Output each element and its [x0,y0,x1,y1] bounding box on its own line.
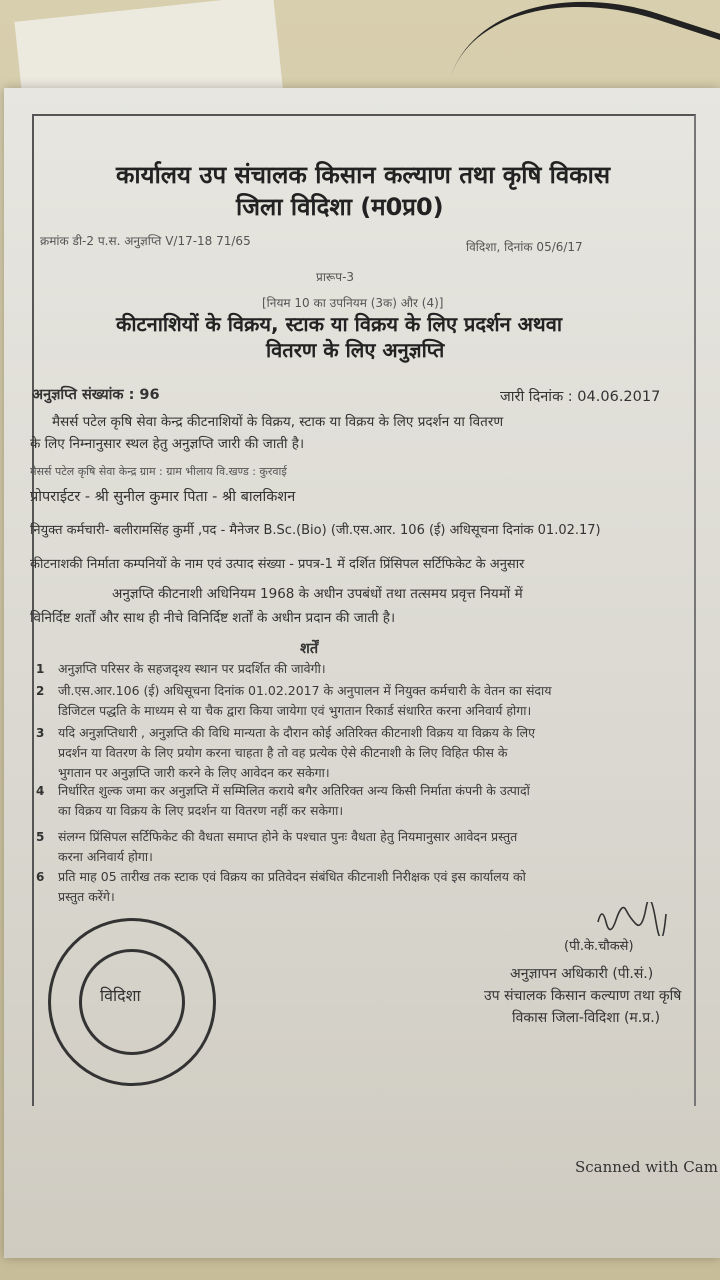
para1-line2: के लिए निम्नानुसार स्थल हेतु अनुज्ञप्ति जारी की जाती है। [30,436,305,452]
signatory-line1: अनुज्ञापन अधिकारी (पी.सं.) [510,966,654,982]
condition-text-line: भुगतान पर अनुज्ञप्ति जारी करने के लिए आवेदन कर सकेगा। [58,765,330,780]
license-number: अनुज्ञप्ति संख्यांक : 96 [32,387,160,403]
reference-date: विदिशा, दिनांक 05/6/17 [466,240,583,254]
issue-date: जारी दिनांक : 04.06.2017 [500,389,661,405]
companies-line: कीटनाशकी निर्माता कम्पनियों के नाम एवं उत्पाद संख्या - प्रपत्र-1 में दर्शित प्रिंसिपल सर्टिफिकेट के अनुसार [30,557,525,572]
document-page [4,88,720,1258]
condition-text-line: डिजिटल पद्धति के माध्यम से या चैक द्वारा किया जायेगा एवं भुगतान रिकार्ड संधारित करना अनिवार्य होगा। [58,703,532,718]
signatory-line3: विकास जिला-विदिशा (म.प्र.) [512,1010,661,1026]
signatory-name: (पी.के.चौकसे) [564,939,634,954]
para2-line2: विनिर्दिष्ट शर्तों और साथ ही नीचे विनिर्दिष्ट शर्तों के अधीन प्रदान की जाती है। [30,610,396,626]
condition-text-line: का विक्रय या विक्रय के लिए प्रदर्शन या वितरण नहीं कर सकेगा। [58,803,344,818]
para2-line1: अनुज्ञप्ति कीटनाशी अधिनियम 1968 के अधीन उपबंधों तथा तत्समय प्रवृत्त नियमों में [112,586,523,602]
condition-number: 6 [36,870,45,884]
condition-text-line: जी.एस.आर.106 (ई) अधिसूचना दिनांक 01.02.2017 के अनुपालन में नियुक्त कर्मचारी के वेतन का संदाय [58,683,552,698]
condition-number: 5 [36,830,45,844]
condition-text-line: अनुज्ञप्ति परिसर के सहजदृश्य स्थान पर प्रदर्शित की जावेगी। [58,661,326,676]
condition-text-line: करना अनिवार्य होगा। [58,849,153,864]
seal-inner-ring [79,949,185,1055]
condition-text-line: निर्धारित शुल्क जमा कर अनुज्ञप्ति में सम्मिलित कराये बगैर अतिरिक्त अन्य किसी निर्माता कंपनी के उत्पादों [58,783,530,798]
signature-mark [594,902,674,936]
signatory-line2: उप संचालक किसान कल्याण तथा कृषि [484,988,682,1004]
condition-number: 2 [36,684,45,698]
condition-number: 3 [36,726,45,740]
para1-line1: मैसर्स पटेल कृषि सेवा केन्द्र कीटनाशियों के विक्रय, स्टाक या विक्रय के लिए प्रदर्शन या वितरण [52,414,504,430]
license-title-line2: वितरण के लिए अनुज्ञप्ति [266,338,445,362]
office-seal [48,918,216,1086]
condition-text-line: प्रति माह 05 तारीख तक स्टाक एवं विक्रय का प्रतिवेदन संबंधित कीटनाशी निरीक्षक एवं इस कार्यालय को [58,869,526,884]
appointed-employee: नियुक्त कर्मचारी- बलीरामसिंह कुर्मी ,पद - मैनेजर B.Sc.(Bio) (जी.एस.आर. 106 (ई) अधिसूचना दिनांक 01.02.17) [30,523,601,538]
condition-text-line: प्रदर्शन या वितरण के लिए प्रयोग करना चाहता है तो वह प्रत्येक ऐसे कीटनाशी के लिए विहित फीस के [58,745,508,760]
form-label: प्रारूप-3 [316,270,355,284]
condition-text-line: प्रस्तुत करेंगे। [58,889,115,904]
district-heading: जिला विदिशा (म0प्र0) [236,193,444,221]
condition-text-line: यदि अनुज्ञप्तिधारी , अनुज्ञप्ति की विधि मान्यता के दौरान कोई अतिरिक्त कीटनाशी विक्रय या विक्रय के लिए [58,725,535,740]
firm-address: मैसर्स पटेल कृषि सेवा केन्द्र ग्राम : ग्राम भीलाय वि.खण्ड : कुरवाई [30,465,287,478]
proprietor: प्रोपराईटर - श्री सुनील कुमार पिता - श्री बालकिशन [30,489,296,505]
scanner-watermark: Scanned with Cam [575,1158,718,1176]
reference-number: क्रमांक डी-2 प.स. अनुज्ञप्ति V/17-18 71/65 [40,234,251,248]
rule-reference: [नियम 10 का उपनियम (3क) और (4)] [262,296,444,310]
seal-center-text: विदिशा [100,986,141,1005]
conditions-heading: शर्तें [300,641,319,657]
license-title-line1: कीटनाशियों के विक्रय, स्टाक या विक्रय के लिए प्रदर्शन अथवा [116,312,563,336]
condition-number: 4 [36,784,45,798]
office-heading: कार्यालय उप संचालक किसान कल्याण तथा कृषि विकास [116,161,611,189]
condition-number: 1 [36,662,45,676]
condition-text-line: संलग्न प्रिंसिपल सर्टिफिकेट की वैधता समाप्त होने के पश्चात पुनः वैधता हेतु नियमानुसार आवेदन प्रस्तुत [58,829,518,844]
